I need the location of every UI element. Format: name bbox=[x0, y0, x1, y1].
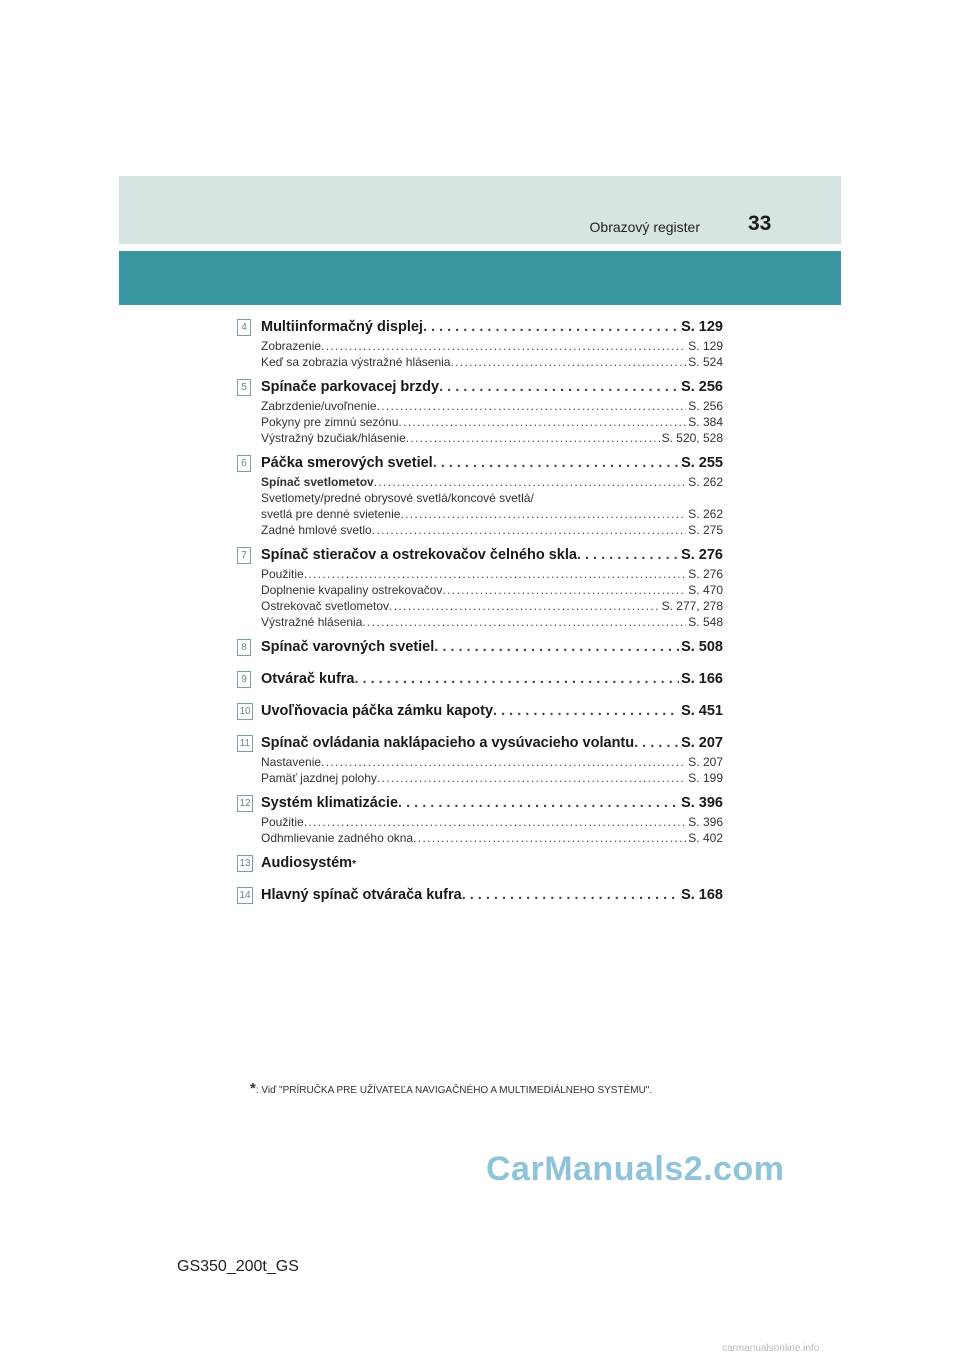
watermark-site: carmanualsonline.info bbox=[722, 1343, 820, 1354]
section-title: Uvoľňovacia páčka zámku kapoty bbox=[261, 703, 494, 719]
subsection-text: Ostrekovač svetlometov bbox=[261, 599, 390, 613]
leader-dots bbox=[400, 506, 686, 522]
section-number-badge: 14 bbox=[237, 887, 253, 904]
document-id: GS350_200t_GS bbox=[177, 1258, 299, 1275]
subsection[interactable] bbox=[261, 522, 723, 538]
section-title-line[interactable] bbox=[261, 668, 723, 690]
subsection-page: S. 520, 528 bbox=[661, 431, 723, 445]
section-number-badge: 11 bbox=[237, 735, 253, 752]
leader-dots bbox=[634, 732, 679, 754]
section-title-line[interactable] bbox=[261, 884, 723, 906]
subsection-page: S. 470 bbox=[688, 583, 723, 597]
index-section bbox=[237, 544, 723, 630]
index-section bbox=[237, 452, 723, 538]
subsection-text: Doplnenie kvapaliny ostrekovačov bbox=[261, 583, 443, 597]
section-title-line[interactable] bbox=[261, 544, 723, 566]
subsection-text: Zabrzdenie/uvoľnenie bbox=[261, 399, 377, 413]
index-section bbox=[237, 792, 723, 846]
subsection[interactable] bbox=[261, 338, 723, 354]
subsection-text: Výstražný bzučiak/hlásenie bbox=[261, 431, 406, 445]
section-title: Spínač stieračov a ostrekovačov čelného skla bbox=[261, 547, 577, 563]
subsection-page: S. 396 bbox=[688, 815, 723, 829]
subsection[interactable] bbox=[261, 506, 723, 522]
index-section bbox=[237, 732, 723, 786]
section-page: S. 256 bbox=[681, 379, 723, 395]
section-page: S. 255 bbox=[681, 455, 723, 471]
index-section bbox=[237, 668, 723, 690]
leader-dots bbox=[362, 614, 686, 630]
subsection[interactable] bbox=[261, 754, 723, 770]
leader-dots bbox=[377, 770, 686, 786]
leader-dots bbox=[374, 474, 687, 490]
leader-dots bbox=[304, 566, 687, 582]
page-number: 33 bbox=[748, 212, 772, 235]
leader-dots bbox=[450, 354, 686, 370]
footnote-text: : Viď "PRÍRUČKA PRE UŽÍVATEĽA NAVIGAČNÉHO A MULTIMEDIÁLNEHO SYSTÉMU". bbox=[255, 1085, 653, 1096]
section-number-badge: 5 bbox=[237, 379, 251, 396]
subsection[interactable] bbox=[261, 830, 723, 846]
subsection-text: Zobrazenie bbox=[261, 339, 322, 353]
leader-dots bbox=[442, 582, 686, 598]
subsection[interactable] bbox=[261, 354, 723, 370]
footnote bbox=[250, 1080, 810, 1097]
section-page: S. 168 bbox=[681, 887, 723, 903]
subsection-text: Nastavenie bbox=[261, 755, 322, 769]
section-number-badge: 6 bbox=[237, 455, 251, 472]
section-number-badge: 12 bbox=[237, 795, 253, 812]
subsection-bold-text: Spínač svetlometov bbox=[261, 475, 374, 489]
subsection[interactable] bbox=[261, 770, 723, 786]
leader-dots bbox=[355, 668, 680, 690]
leader-dots bbox=[434, 636, 679, 658]
subsection[interactable] bbox=[261, 814, 723, 830]
subsection-page: S. 207 bbox=[688, 755, 723, 769]
subsection-page: S. 256 bbox=[688, 399, 723, 413]
subsection-text: Svetlomety/predné obrysové svetlá/koncové svetlá/ bbox=[261, 491, 534, 505]
section-number-badge: 9 bbox=[237, 671, 251, 688]
leader-dots bbox=[462, 884, 679, 906]
leader-dots bbox=[439, 376, 679, 398]
footnote-star: * bbox=[250, 1080, 256, 1097]
section-number-badge: 8 bbox=[237, 639, 251, 656]
subsection-page: S. 402 bbox=[688, 831, 723, 845]
index-section bbox=[237, 852, 723, 874]
subsection[interactable] bbox=[261, 598, 723, 614]
subsection[interactable] bbox=[261, 566, 723, 582]
section-title: Multiinformačný displej bbox=[261, 319, 423, 335]
section-number-badge: 7 bbox=[237, 547, 251, 564]
section-title: Systém klimatizácie bbox=[261, 795, 399, 811]
subsection[interactable] bbox=[261, 398, 723, 414]
section-number-badge: 13 bbox=[237, 855, 253, 872]
section-page: S. 129 bbox=[681, 319, 723, 335]
footnote-marker: * bbox=[352, 859, 356, 870]
leader-dots bbox=[372, 522, 687, 538]
subsection-page: S. 262 bbox=[688, 507, 723, 521]
leader-dots bbox=[321, 338, 686, 354]
leader-dots bbox=[413, 830, 686, 846]
index-section bbox=[237, 376, 723, 446]
subsection-text: Odhmlievanie zadného okna bbox=[261, 831, 414, 845]
section-title: Páčka smerových svetiel bbox=[261, 455, 433, 471]
leader-dots bbox=[577, 544, 679, 566]
section-page: S. 207 bbox=[681, 735, 723, 751]
section-page: S. 508 bbox=[681, 639, 723, 655]
subsection-page: S. 548 bbox=[688, 615, 723, 629]
section-title-line[interactable] bbox=[261, 700, 723, 722]
leader-dots bbox=[321, 754, 686, 770]
section-title-line[interactable] bbox=[261, 452, 723, 474]
section-title: Spínač ovládania naklápacieho a vysúvacieho volantu bbox=[261, 735, 635, 751]
subsection-text: Keď sa zobrazia výstražné hlásenia bbox=[261, 355, 451, 369]
leader-dots bbox=[398, 414, 686, 430]
index-section bbox=[237, 700, 723, 722]
watermark-logo: CarManuals2.com bbox=[486, 1150, 785, 1188]
section-title-line[interactable] bbox=[261, 636, 723, 658]
index-section bbox=[237, 884, 723, 906]
section-title-line[interactable] bbox=[261, 316, 723, 338]
leader-dots bbox=[398, 792, 679, 814]
leader-dots bbox=[389, 598, 660, 614]
section-page: S. 451 bbox=[681, 703, 723, 719]
subsection-page: S. 129 bbox=[688, 339, 723, 353]
section-page: S. 276 bbox=[681, 547, 723, 563]
section-title-line[interactable] bbox=[261, 376, 723, 398]
subsection-text: Pokyny pre zimnú sezónu bbox=[261, 415, 399, 429]
subsection-bold[interactable] bbox=[261, 474, 723, 490]
index-section bbox=[237, 316, 723, 370]
subsection-page: S. 199 bbox=[688, 771, 723, 785]
leader-dots bbox=[377, 398, 687, 414]
subsection-text: svetlá pre denné svietenie bbox=[261, 507, 401, 521]
header-band-light bbox=[119, 176, 841, 244]
section-title: Otvárač kufra bbox=[261, 671, 355, 687]
subsection[interactable] bbox=[261, 582, 723, 598]
section-page: S. 396 bbox=[681, 795, 723, 811]
section-title: Hlavný spínač otvárača kufra bbox=[261, 887, 462, 903]
index-section bbox=[237, 636, 723, 658]
subsection[interactable] bbox=[261, 414, 723, 430]
subsection-text: Použitie bbox=[261, 815, 304, 829]
section-title-line[interactable] bbox=[261, 792, 723, 814]
subsection-text: Pamäť jazdnej polohy bbox=[261, 771, 377, 785]
leader-dots bbox=[406, 430, 660, 446]
leader-dots bbox=[423, 316, 679, 338]
section-title-line[interactable] bbox=[261, 732, 723, 754]
index-list bbox=[237, 316, 723, 916]
section-title: Spínač varovných svetiel bbox=[261, 639, 435, 655]
page-title: Obrazový register bbox=[589, 219, 700, 235]
subsection-page: S. 524 bbox=[688, 355, 723, 369]
subsection-bold-page: S. 262 bbox=[688, 475, 723, 489]
subsection-page: S. 277, 278 bbox=[661, 599, 723, 613]
leader-dots bbox=[493, 700, 679, 722]
subsection-page: S. 276 bbox=[688, 567, 723, 581]
section-number-badge: 10 bbox=[237, 703, 253, 720]
subsection-page: S. 275 bbox=[688, 523, 723, 537]
leader-dots bbox=[433, 452, 679, 474]
subsection-text: Výstražné hlásenia bbox=[261, 615, 363, 629]
subsection[interactable] bbox=[261, 430, 723, 446]
section-page: S. 166 bbox=[681, 671, 723, 687]
section-title-line[interactable] bbox=[261, 852, 723, 874]
section-title: Audiosystém bbox=[261, 855, 353, 871]
subsection-text: Zadné hmlové svetlo bbox=[261, 523, 372, 537]
subsection[interactable] bbox=[261, 614, 723, 630]
section-title: Spínače parkovacej brzdy bbox=[261, 379, 440, 395]
subsection-page: S. 384 bbox=[688, 415, 723, 429]
header-band-dark bbox=[119, 251, 841, 305]
section-number-badge: 4 bbox=[237, 319, 251, 336]
leader-dots bbox=[304, 814, 687, 830]
subsection-text: Použitie bbox=[261, 567, 304, 581]
